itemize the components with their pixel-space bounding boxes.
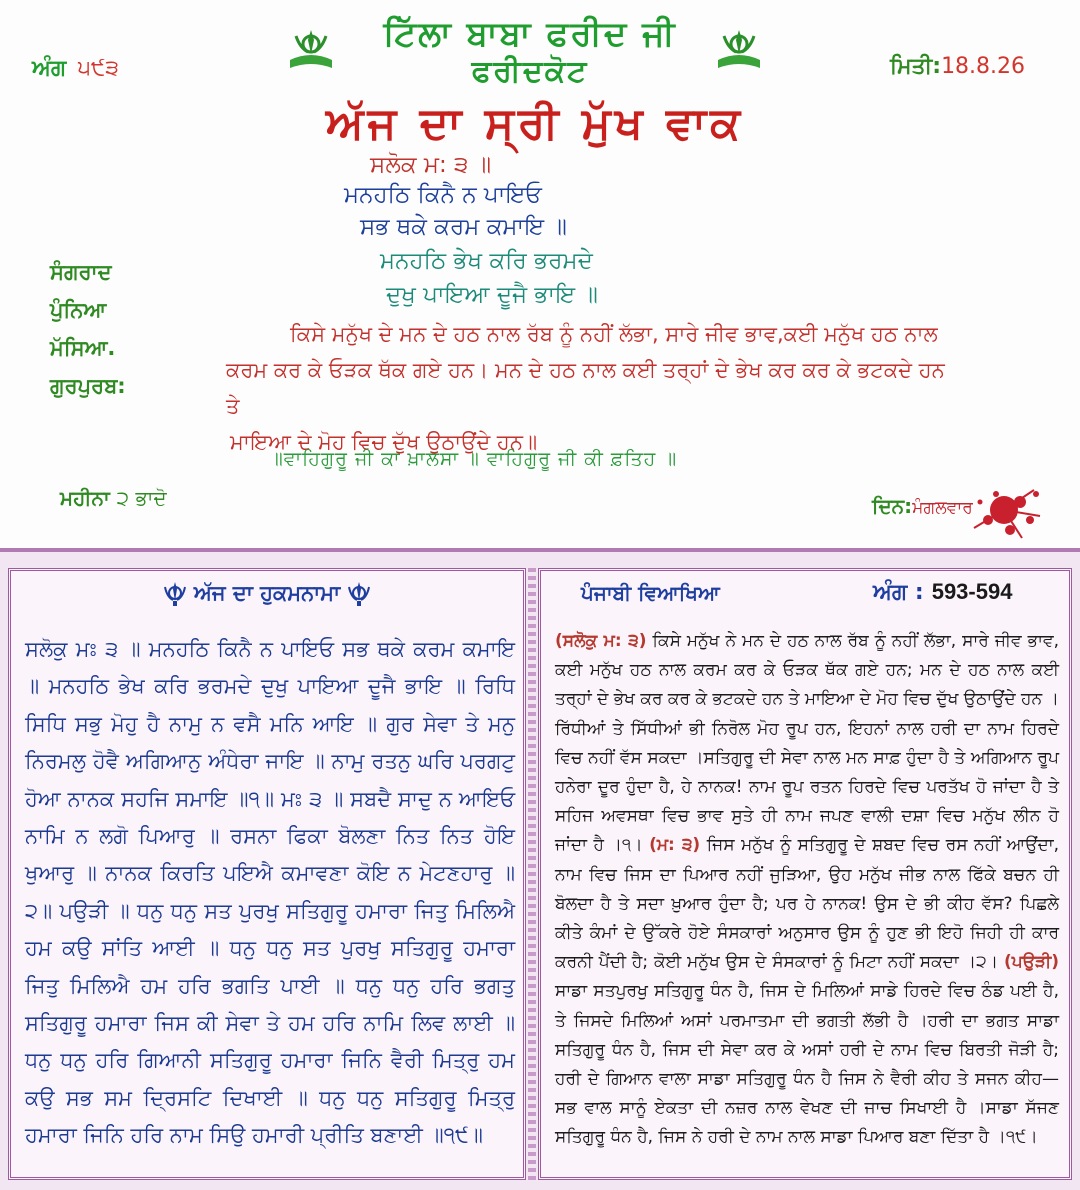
ang-range-value: 593-594	[931, 579, 1013, 604]
closing-salutation: ॥ਵਾਹਿਗੁਰੂ ਜੀ ਕਾ ਖ਼ਾਲਸਾ ॥ ਵਾਹਿਗੁਰੂ ਜੀ ਕੀ ਫ਼ਤਿਹ ॥	[270, 448, 678, 470]
day	[872, 494, 973, 518]
hukamnama-text: ਸਲੋਕੁ ਮਃ ੩ ॥ ਮਨਹਠਿ ਕਿਨੈ ਨ ਪਾਇਓ ਸਭ ਥਕੇ ਕਰਮ ਕਮਾਇ ॥ ਮਨਹਠਿ ਭੇਖ ਕਰਿ ਭਰਮਦੇ ਦੁਖੁ ਪਾਇਆ ਦੂਜੈ ਭਾਇ ॥ ਰਿਧਿ ਸਿਧਿ ਸਭੁ ਮੋਹੁ ਹੈ ਨਾਮੁ ਨ ਵਸੈ ਮਨਿ ਆਇ ॥ ਗੁਰ ਸੇਵਾ ਤੇ ਮਨੁ ਨਿਰਮਲੁ ਹੋਵੈ ਅਗਿਆਨੁ ਅੰਧੇਰਾ ਜਾਇ ॥ ਨਾਮੁ ਰਤਨੁ ਘਰਿ ਪਰਗਟੁ ਹੋਆ ਨਾਨਕ ਸਹਜਿ ਸਮਾਇ ॥੧॥ ਮਃ ੩ ॥ ਸਬਦੈ ਸਾਦੁ ਨ ਆਇਓ ਨਾਮਿ ਨ ਲਗੋ ਪਿਆਰੁ ॥ ਰਸਨਾ ਫਿਕਾ ਬੋਲਣਾ ਨਿਤ ਨਿਤ ਹੋਇ ਖੁਆਰੁ ॥ ਨਾਨਕ ਕਿਰਤਿ ਪਇਐ ਕਮਾਵਣਾ ਕੋਇ ਨ ਮੇਟਣਹਾਰੁ ॥੨॥ ਪਉੜੀ ॥ ਧਨੁ ਧਨੁ ਸਤ ਪੁਰਖੁ ਸਤਿਗੁਰੂ ਹਮਾਰਾ ਜਿਤੁ ਮਿਲਿਐ ਹਮ ਕਉ ਸਾਂਤਿ ਆਈ ॥ ਧਨੁ ਧਨੁ ਸਤ ਪੁਰਖੁ ਸਤਿਗੁਰੂ ਹਮਾਰਾ ਜਿਤੁ ਮਿਲਿਐ ਹਮ ਹਰਿ ਭਗਤਿ ਪਾਈ ॥ ਧਨੁ ਧਨੁ ਹਰਿ ਭਗਤੁ ਸਤਿਗੁਰੂ ਹਮਾਰਾ ਜਿਸ ਕੀ ਸੇਵਾ ਤੇ ਹਮ ਹਰਿ ਨਾਮਿ ਲਿਵ ਲਾਈ ॥ ਧਨੁ ਧਨੁ ਹਰਿ ਗਿਆਨੀ ਸਤਿਗੁਰੂ ਹਮਾਰਾ ਜਿਨਿ ਵੈਰੀ ਮਿਤ੍ਰੁ ਹਮ ਕਉ ਸਭ ਸਮ ਦ੍ਰਿਸਟਿ ਦਿਖਾਈ ॥ ਧਨੁ ਧਨੁ ਸਤਿਗੁਰੂ ਮਿਤ੍ਰੁ ਹਮਾਰਾ ਜਿਨਿ ਹਰਿ ਨਾਮ ਸਿਉ ਹਮਾਰੀ ਪ੍ਰੀਤਿ ਬਣਾਈ ॥੧੯॥	[25, 637, 515, 1148]
page-title: ਅੱਜ ਦਾ ਸ੍ਰੀ ਮੁੱਖ ਵਾਕ	[325, 98, 745, 149]
org-city: ਫਰੀਦਕੋਟ	[471, 54, 589, 89]
verse-line: ਸਭ ਥਕੇ ਕਰਮ ਕਮਾਇ ॥	[360, 214, 567, 240]
ang-number	[32, 56, 119, 81]
day-value: ਮੰਗਲਵਾਰ	[912, 498, 973, 518]
day-label: ਦਿਨ:	[872, 494, 913, 518]
section-tag: (ਸਲੋਕੁ ਮ: ੩)	[555, 631, 647, 651]
date	[890, 54, 1025, 79]
hukamnama-card	[0, 0, 1080, 548]
meaning-line: ਕਿਸੇ ਮਨੁੱਖ ਦੇ ਮਨ ਦੇ ਹਠ ਨਾਲ ਰੱਬ ਨੂੰ ਨਹੀਂ ਲੱਭਾ, ਸਾਰੇ ਜੀਵ ਭਾਵ,ਕਈ ਮਨੁੱਖ ਹਠ ਨਾਲ	[290, 322, 938, 346]
vyakhia-heading: ਪੰਜਾਬੀ ਵਿਆਖਿਆ	[581, 581, 720, 605]
hukamnama-heading-text: ਅੱਜ ਦਾ ਹੁਕਮਨਾਮਾ	[193, 581, 341, 605]
verse-line: ਸਲੋਕ ਮ: ੩ ॥	[370, 152, 492, 178]
section-tag: (ਮ: ੩)	[649, 835, 701, 856]
khanda-book-emblem-icon	[712, 24, 766, 74]
panel-divider	[528, 568, 536, 1180]
org-name: ਟਿੱਲਾ ਬਾਬਾ ਫਰੀਦ ਜੀ	[383, 14, 677, 54]
verse-line: ਦੁਖੁ ਪਾਇਆ ਦੂਜੈ ਭਾਇ ॥	[386, 282, 598, 308]
month-value: ੨ ਭਾਦੋ	[116, 486, 167, 510]
khanda-icon	[346, 581, 372, 607]
punia-label: ਪੁੰਨਿਆ	[50, 298, 107, 322]
section-text: ਸਾਡਾ ਸਤਪੁਰਖੁ ਸਤਿਗੁਰੂ ਧੰਨ ਹੈ, ਜਿਸ ਦੇ ਮਿਲਿਆਂ ਸਾਡੇ ਹਿਰਦੇ ਵਿਚ ਠੰਡ ਪਈ ਹੈ, ਤੇ ਜਿਸਦੇ ਮਿਲਿਆਂ ਅਸਾਂ ਪਰਮਾਤਮਾ ਦੀ ਭਗਤੀ ਲੱਭੀ ਹੈ ।ਹਰੀ ਦਾ ਭਗਤ ਸਾਡਾ ਸਤਿਗੁਰੂ ਧੰਨ ਹੈ, ਜਿਸ ਦੀ ਸੇਵਾ ਕਰ ਕੇ ਅਸਾਂ ਹਰੀ ਦੇ ਨਾਮ ਵਿਚ ਬਿਰਤੀ ਜੋੜੀ ਹੈ; ਹਰੀ ਦੇ ਗਿਆਨ ਵਾਲਾ ਸਾਡਾ ਸਤਿਗੁਰੂ ਧੰਨ ਹੈ ਜਿਸ ਨੇ ਵੈਰੀ ਕੀਹ ਤੇ ਸਜਨ ਕੀਹ—ਸਭ ਵਾਲ ਸਾਨੂੰ ਏਕਤਾ ਦੀ ਨਜ਼ਰ ਨਾਲ ਵੇਖਣ ਦੀ ਜਾਚ ਸਿਖਾਈ ਹੈ ।ਸਾਡਾ ਸੱਜਣ ਸਤਿਗੁਰੂ ਧੰਨ ਹੈ, ਜਿਸ ਨੇ ਹਰੀ ਦੇ ਨਾਮ ਨਾਲ ਸਾਡਾ ਪਿਆਰ ਬਣਾ ਦਿੱਤਾ ਹੈ ।੧੯।	[555, 981, 1059, 1148]
sangrand-label: ਸੰਗਰਾਦ	[50, 260, 112, 284]
date-value: 18.8.26	[941, 54, 1026, 79]
hukamnama-heading	[11, 581, 523, 607]
gurbani-panel	[0, 548, 1080, 1190]
section-tag: (ਪਉੜੀ)	[1003, 952, 1059, 973]
masia-label: ਮੱਸਿਆ.	[50, 336, 116, 360]
month-label: ਮਹੀਨਾ	[60, 486, 110, 510]
verse-line: ਮਨਹਠਿ ਕਿਨੈ ਨ ਪਾਇਓ	[344, 182, 542, 208]
section-text: ਕਿਸੇ ਮਨੁੱਖ ਨੇ ਮਨ ਦੇ ਹਠ ਨਾਲ ਰੱਬ ਨੂੰ ਨਹੀਂ ਲੱਭਾ, ਸਾਰੇ ਜੀਵ ਭਾਵ, ਕਈ ਮਨੁੱਖ ਹਠ ਨਾਲ ਕਰਮ ਕਰ ਕੇ ਓੜਕ ਥੱਕ ਗਏ ਹਨ; ਮਨ ਦੇ ਹਠ ਨਾਲ ਕਈ ਤਰ੍ਹਾਂ ਦੇ ਭੇਖ ਕਰ ਕਰ ਕੇ ਭਟਕਦੇ ਹਨ ਤੇ ਮਾਇਆ ਦੇ ਮੋਹ ਵਿਚ ਦੁੱਖ ਉਠਾਉਂਦੇ ਹਨ ।ਰਿੱਧੀਆਂ ਤੇ ਸਿੱਧੀਆਂ ਭੀ ਨਿਰੋਲ ਮੋਹ ਰੂਪ ਹਨ, ਇਹਨਾਂ ਨਾਲ ਹਰੀ ਦਾ ਨਾਮ ਹਿਰਦੇ ਵਿਚ ਨਹੀਂ ਵੱਸ ਸਕਦਾ ।ਸਤਿਗੁਰੂ ਦੀ ਸੇਵਾ ਨਾਲ ਮਨ ਸਾਫ਼ ਹੁੰਦਾ ਹੈ ਤੇ ਅਗਿਆਨ ਰੂਪ ਹਨੇਰਾ ਦੂਰ ਹੁੰਦਾ ਹੈ, ਹੇ ਨਾਨਕ! ਨਾਮ ਰੂਪ ਰਤਨ ਹਿਰਦੇ ਵਿਚ ਪਰਤੱਖ ਹੋ ਜਾਂਦਾ ਹੈ ਤੇ ਸਹਿਜ ਅਵਸਥਾ ਵਿਚ ਭਾਵ ਸੁਤੇ ਹੀ ਨਾਮ ਜਪਣ ਵਾਲੀ ਦਸ਼ਾ ਵਿਚ ਮਨੁੱਖ ਲੀਨ ਹੋ ਜਾਂਦਾ ਹੈ ।੧।	[555, 631, 1060, 856]
meaning-text	[226, 316, 960, 460]
khanda-book-emblem-icon	[284, 24, 338, 74]
vyakhia-text	[555, 627, 1059, 1153]
month	[60, 486, 167, 510]
meaning-line: ਮਾਇਆ ਦੇ ਮੋਹ ਵਿਚ ਦੁੱਖ ਉਠਾਉਂਦੇ ਹਨ॥	[230, 430, 538, 454]
hukamnama-box	[8, 568, 526, 1180]
verse-line: ਮਨਹਠਿ ਭੇਖ ਕਰਿ ਭਰਮਦੇ	[380, 248, 593, 274]
section-text: ਜਿਸ ਮਨੁੱਖ ਨੂੰ ਸਤਿਗੁਰੂ ਦੇ ਸ਼ਬਦ ਵਿਚ ਰਸ ਨਹੀਂ ਆਉਂਦਾ, ਨਾਮ ਵਿਚ ਜਿਸ ਦਾ ਪਿਆਰ ਨਹੀਂ ਜੁੜਿਆ, ਉਹ ਮਨੁੱਖ ਜੀਭ ਨਾਲ ਫਿੱਕੇ ਬਚਨ ਹੀ ਬੋਲਦਾ ਹੈ ਤੇ ਸਦਾ ਖ਼ੁਆਰ ਹੁੰਦਾ ਹੈ; ਪਰ ਹੇ ਨਾਨਕ! ਉਸ ਦੇ ਭੀ ਕੀਹ ਵੱਸ? ਪਿਛਲੇ ਕੀਤੇ ਕੰਮਾਂ ਦੇ ਉੱਕਰੇ ਹੋਏ ਸੰਸਕਾਰਾਂ ਅਨੁਸਾਰ ਉਸ ਨੂੰ ਹੁਣ ਭੀ ਇਹੋ ਜਿਹੀ ਹੀ ਕਾਰ ਕਰਨੀ ਪੈਂਦੀ ਹੈ; ਕੋਈ ਮਨੁੱਖ ਉਸ ਦੇ ਸੰਸਕਾਰਾਂ ਨੂੰ ਮਿਟਾ ਨਹੀਂ ਸਕਦਾ ।੨।	[555, 835, 1060, 973]
gurpurab-label: ਗੁਰਪੁਰਬ:	[50, 374, 126, 398]
ink-splash-icon	[960, 480, 1044, 542]
ang-value: ੫੯੩	[77, 56, 119, 81]
meaning-line: ਕਰਮ ਕਰ ਕੇ ਓੜਕ ਥੱਕ ਗਏ ਹਨ। ਮਨ ਦੇ ਹਠ ਨਾਲ ਕਈ ਤਰ੍ਹਾਂ ਦੇ ਭੇਖ ਕਰ ਕਰ ਕੇ ਭਟਕਦੇ ਹਨ ਤੇ	[226, 358, 945, 418]
date-label: ਮਿਤੀ:	[890, 54, 942, 79]
khanda-icon	[162, 581, 188, 607]
ang-label: ਅੰਗ	[32, 56, 67, 81]
ang-range-label: ਅੰਗ :	[873, 580, 924, 605]
vyakhia-box	[538, 568, 1072, 1180]
ang-range	[873, 579, 1012, 605]
